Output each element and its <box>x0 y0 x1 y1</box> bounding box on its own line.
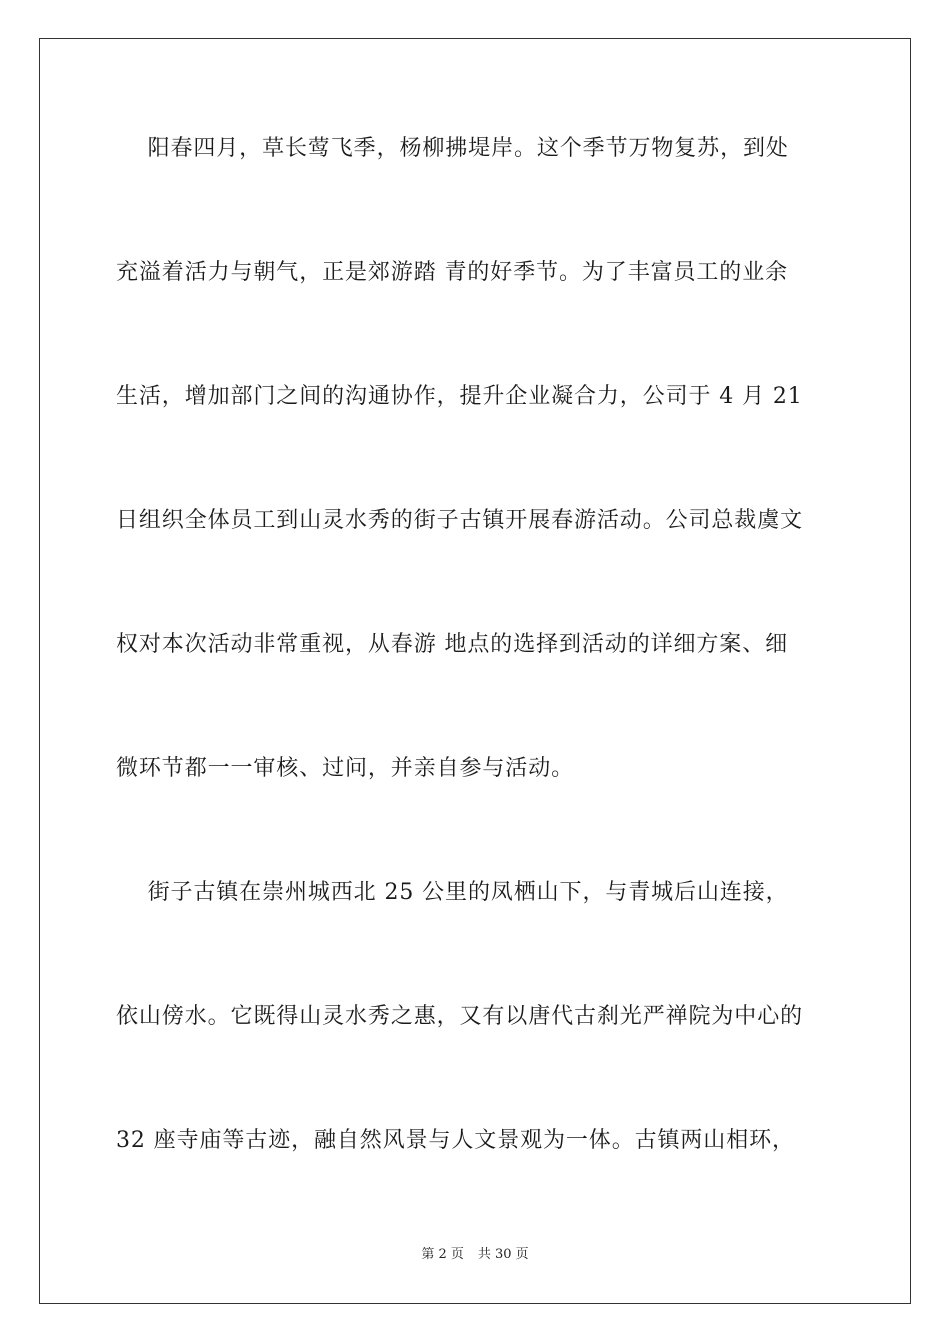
page-footer <box>0 1246 950 1264</box>
paragraph-line: 日组织全体员工到山灵水秀的街子古镇开展春游活动。公司总裁虞文 <box>116 508 804 533</box>
paragraph-line: 阳春四月，草长莺飞季，杨柳拂堤岸。这个季节万物复苏，到处 <box>116 136 789 161</box>
paragraph-line: 32 座寺庙等古迹，融自然风景与人文景观为一体。古镇两山相环， <box>116 1128 795 1153</box>
paragraph-line: 权对本次活动非常重视，从春游 地点的选择到活动的详细方案、细 <box>116 632 788 657</box>
page-border <box>39 38 911 1304</box>
page-number: 第 2 页 <box>421 1247 464 1262</box>
paragraph-line: 充溢着活力与朝气，正是郊游踏 青的好季节。为了丰富员工的业余 <box>116 260 788 285</box>
paragraph-line: 生活，增加部门之间的沟通协作，提升企业凝合力，公司于 4 月 21 <box>116 384 803 409</box>
paragraph-line: 微环节都一一审核、过问，并亲自参与活动。 <box>116 756 575 781</box>
paragraph-line: 街子古镇在崇州城西北 25 公里的凤栖山下，与青城后山连接， <box>116 880 789 905</box>
page-total: 共 30 页 <box>477 1247 529 1262</box>
paragraph-line: 依山傍水。它既得山灵水秀之惠，又有以唐代古刹光严禅院为中心的 <box>116 1004 804 1029</box>
